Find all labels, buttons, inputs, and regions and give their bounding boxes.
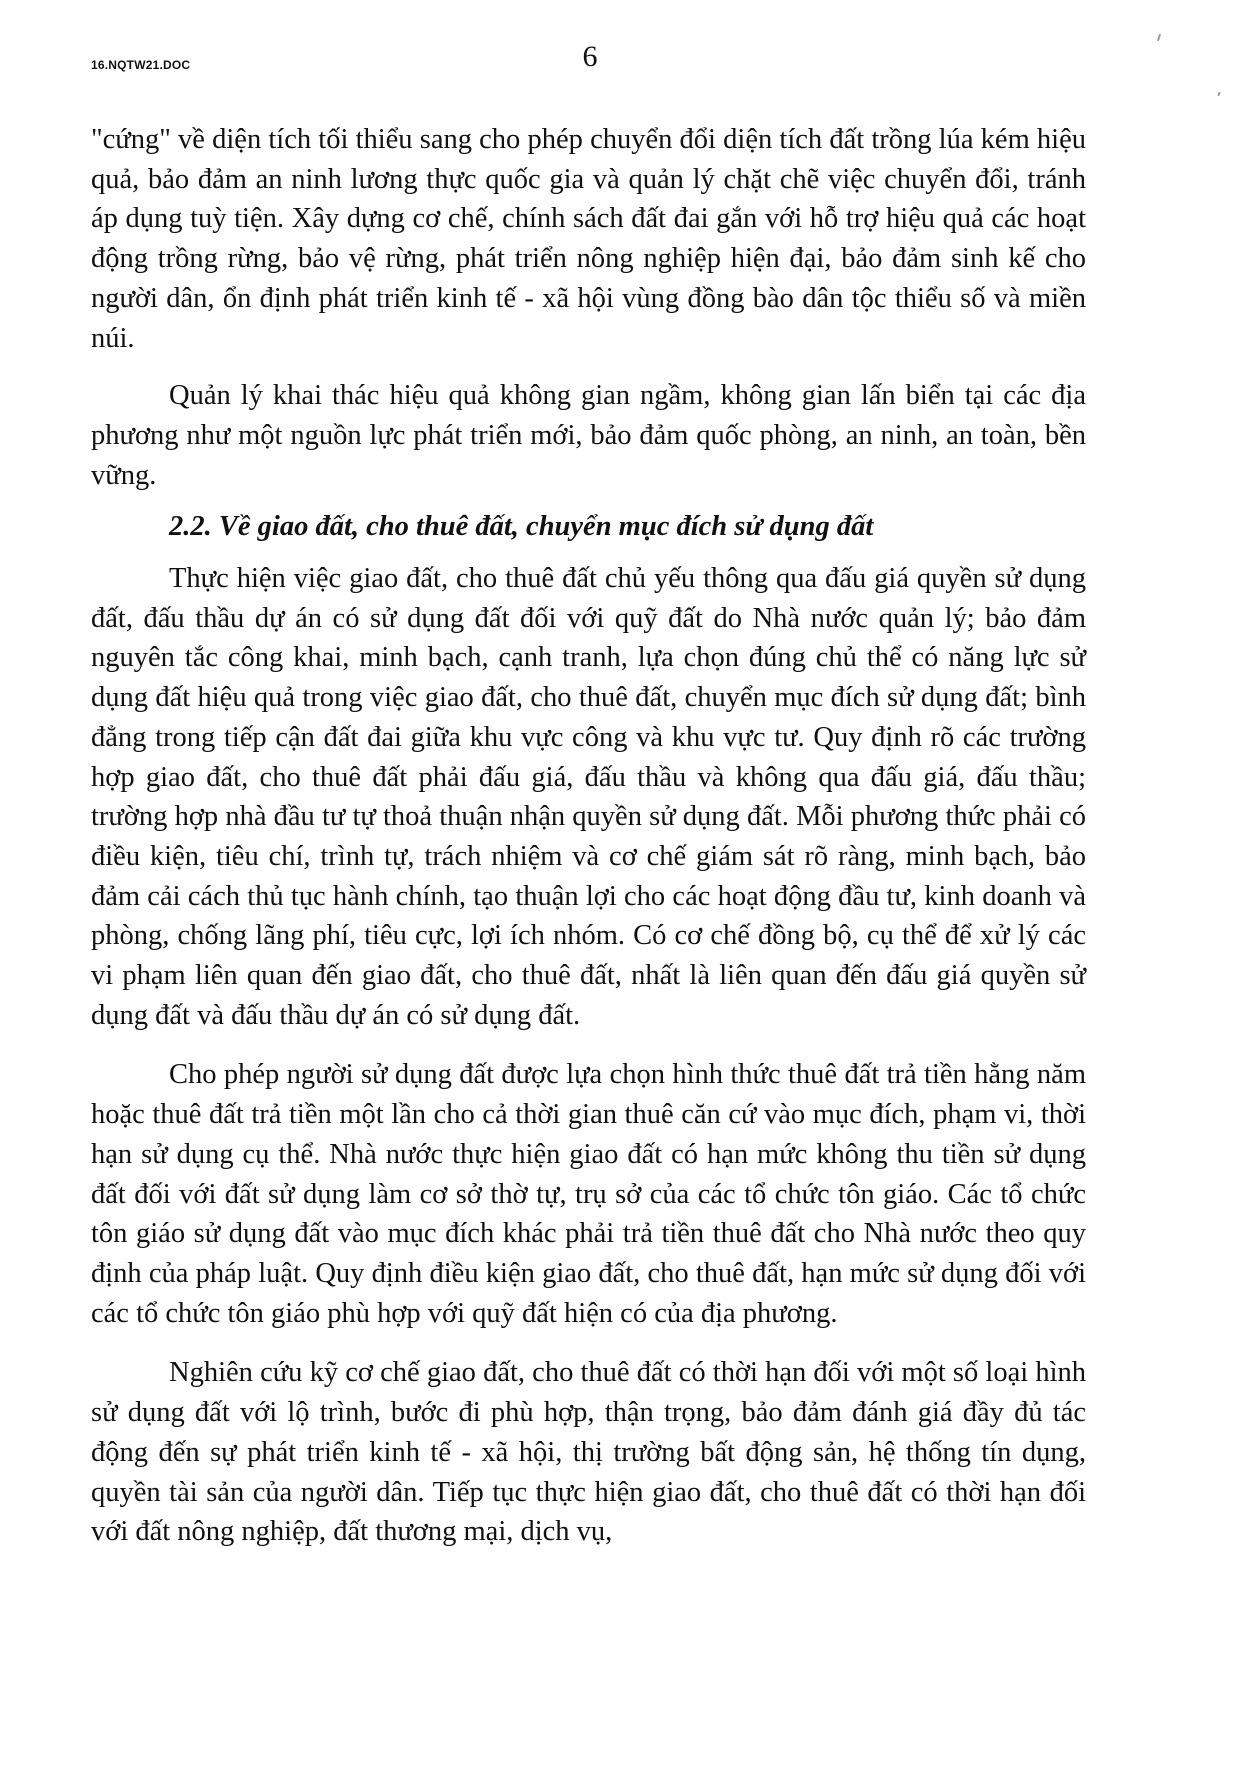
paragraph-1: "cứng" về diện tích tối thiểu sang cho phép chuyển đổi diện tích đất trồng lúa kém hiệu quả, bảo đảm an ninh lương thực quốc gia và quản lý chặt chẽ việc chuyển đổi, tránh áp dụng tuỳ tiện. Xây dựng cơ chế, chính sách đất đai gắn với hỗ trợ hiệu quả các hoạt động trồng rừng, bảo vệ rừng, phát triển nông nghiệp hiện đại, bảo đảm sinh kế cho người dân, ổn định phát triển kinh tế - xã hội vùng đồng bào dân tộc thiểu số và miền núi.: [91, 124, 1086, 354]
section-heading: 2.2. Về giao đất, cho thuê đất, chuyển mục đích sử dụng đất: [169, 511, 874, 543]
paragraph-5: Nghiên cứu kỹ cơ chế giao đất, cho thuê đất có thời hạn đối với một số loại hình sử dụng đất với lộ trình, bước đi phù hợp, thận trọng, bảo đảm đánh giá đầy đủ tác động đến sự phát triển kinh tế - xã hội, thị trường bất động sản, hệ thống tín dụng, quyền tài sản của người dân. Tiếp tục thực hiện giao đất, cho thuê đất có thời hạn đối với đất nông nghiệp, đất thương mại, dịch vụ,: [91, 1357, 1086, 1548]
file-name: 16.NQTW21.DOC: [91, 58, 191, 72]
document-body: [91, 120, 1086, 1552]
page-number: 6: [582, 40, 598, 73]
paragraph-2: Quản lý khai thác hiệu quả không gian ngầm, không gian lấn biển tại các địa phương như một nguồn lực phát triển mới, bảo đảm quốc phòng, an ninh, an toàn, bền vững.: [91, 380, 1086, 491]
paragraph-3: Thực hiện việc giao đất, cho thuê đất chủ yếu thông qua đấu giá quyền sử dụng đất, đấu thầu dự án có sử dụng đất đối với quỹ đất do Nhà nước quản lý; bảo đảm nguyên tắc công khai, minh bạch, cạnh tranh, lựa chọn đúng chủ thể có năng lực sử dụng đất hiệu quả trong việc giao đất, cho thuê đất, chuyển mục đích sử dụng đất; bình đẳng trong tiếp cận đất đai giữa khu vực công và khu vực tư. Quy định rõ các trường hợp giao đất, cho thuê đất phải đấu giá, đấu thầu và không qua đấu giá, đấu thầu; trường hợp nhà đầu tư tự thoả thuận nhận quyền sử dụng đất. Mỗi phương thức phải có điều kiện, tiêu chí, trình tự, trách nhiệm và cơ chế giám sát rõ ràng, minh bạch, bảo đảm cải cách thủ tục hành chính, tạo thuận lợi cho các hoạt động đầu tư, kinh doanh và phòng, chống lãng phí, tiêu cực, lợi ích nhóm. Có cơ chế đồng bộ, cụ thể để xử lý các vi phạm liên quan đến giao đất, cho thuê đất, nhất là liên quan đến đấu giá quyền sử dụng đất và đấu thầu dự án có sử dụng đất.: [91, 563, 1086, 1031]
paragraph-4: Cho phép người sử dụng đất được lựa chọn hình thức thuê đất trả tiền hằng năm hoặc thuê đất trả tiền một lần cho cả thời gian thuê căn cứ vào mục đích, phạm vi, thời hạn sử dụng cụ thể. Nhà nước thực hiện giao đất có hạn mức không thu tiền sử dụng đất đối với đất sử dụng làm cơ sở thờ tự, trụ sở của các tổ chức tôn giáo. Các tổ chức tôn giáo sử dụng đất vào mục đích khác phải trả tiền thuê đất cho Nhà nước theo quy định của pháp luật. Quy định điều kiện giao đất, cho thuê đất, hạn mức sử dụng đối với các tổ chức tôn giáo phù hợp với quỹ đất hiện có của địa phương.: [91, 1059, 1086, 1329]
scan-mark: [1217, 92, 1221, 96]
